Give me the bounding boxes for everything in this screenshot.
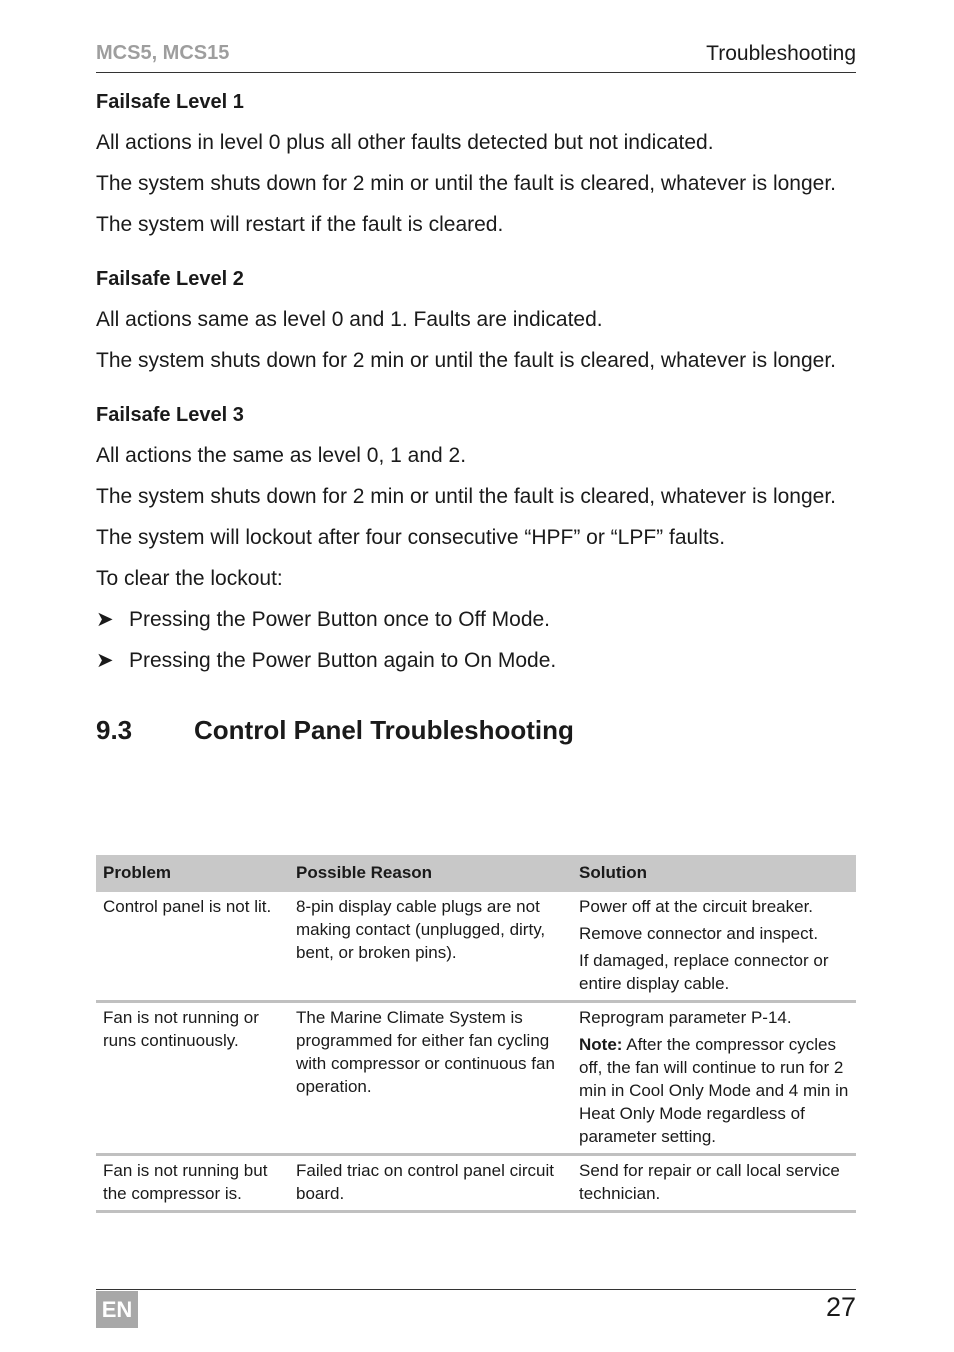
level3-p2: The system shuts down for 2 min or until the fault is cleared, whatever is longer.	[96, 485, 837, 508]
note-text: After the compressor cycles off, the fan will continue to run for 2 min in Cool Only Mode and 4 min in Heat Only Mode regardless of parameter setting.	[579, 1035, 849, 1146]
level2-title: Failsafe Level 2	[96, 268, 244, 290]
table-header-row	[96, 855, 856, 892]
problem-cell: Fan is not running but the compressor is.	[96, 1155, 289, 1212]
level3-p1: All actions the same as level 0, 1 and 2.	[96, 444, 467, 467]
arrow-icon: ➤	[96, 608, 114, 631]
language-badge: EN	[96, 1291, 138, 1328]
level2-p2: The system shuts down for 2 min or until the fault is cleared, whatever is longer.	[96, 349, 837, 372]
level3-title: Failsafe Level 3	[96, 404, 244, 426]
level1-p2: The system shuts down for 2 min or until the fault is cleared, whatever is longer.	[96, 172, 837, 195]
section-title: Control Panel Troubleshooting	[194, 715, 574, 745]
level3-p3: The system will lockout after four consecutive “HPF” or “LPF” faults.	[96, 526, 726, 549]
solution-line: Remove connector and inspect.	[579, 924, 819, 943]
column-header: Solution	[572, 855, 856, 892]
solution-line: Reprogram parameter P-14.	[579, 1008, 792, 1027]
level1-p1: All actions in level 0 plus all other faults detected but not indicated.	[96, 131, 714, 154]
section-heading	[96, 713, 856, 747]
page-number: 27	[825, 1292, 856, 1322]
reason-cell: The Marine Climate System is programmed for either fan cycling with compressor or continuous fan operation.	[289, 1002, 572, 1155]
note-label: Note:	[579, 1035, 623, 1054]
solution-note	[579, 1033, 849, 1148]
solution-cell	[572, 892, 856, 1002]
level1-p3: The system will restart if the fault is cleared.	[96, 213, 504, 236]
reason-cell: 8-pin display cable plugs are not making contact (unplugged, dirty, bent, or broken pins).	[289, 892, 572, 1002]
bullet-item	[96, 606, 856, 634]
level2-p1: All actions same as level 0 and 1. Faults are indicated.	[96, 308, 603, 331]
section-number: 9.3	[96, 715, 133, 745]
table-row	[96, 1002, 856, 1155]
page-content	[96, 88, 856, 747]
solution-cell	[572, 1155, 856, 1212]
page-header	[96, 40, 856, 73]
problem-cell: Fan is not running or runs continuously.	[96, 1002, 289, 1155]
column-header: Possible Reason	[289, 855, 572, 892]
table-row	[96, 1155, 856, 1212]
solution-line: Send for repair or call local service technician.	[579, 1161, 840, 1203]
reason-cell: Failed triac on control panel circuit board.	[289, 1155, 572, 1212]
problem-cell: Control panel is not lit.	[96, 892, 289, 1002]
bullet-text: Pressing the Power Button once to Off Mode.	[129, 608, 551, 631]
troubleshooting-table	[96, 855, 856, 1213]
column-header: Problem	[96, 855, 289, 892]
table-row	[96, 892, 856, 1002]
section-name: Troubleshooting	[706, 42, 856, 65]
level1-title: Failsafe Level 1	[96, 91, 244, 113]
solution-line: Power off at the circuit breaker.	[579, 897, 814, 916]
bullet-text: Pressing the Power Button again to On Mode.	[129, 649, 557, 672]
bullet-item	[96, 647, 856, 675]
arrow-icon: ➤	[96, 649, 114, 672]
solution-line: If damaged, replace connector or entire display cable.	[579, 951, 829, 993]
model-name: MCS5, MCS15	[96, 42, 230, 64]
solution-cell	[572, 1002, 856, 1155]
level3-p4: To clear the lockout:	[96, 567, 283, 590]
footer-divider	[96, 1289, 856, 1290]
